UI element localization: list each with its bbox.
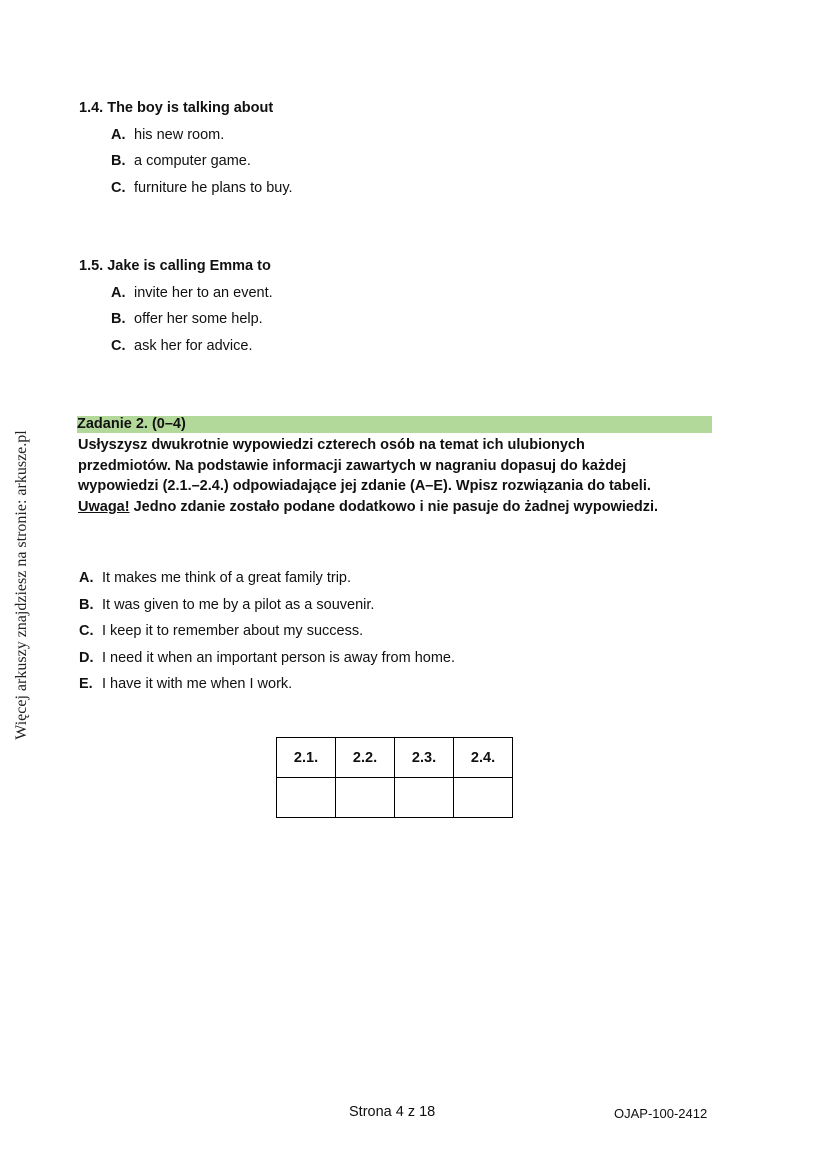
- header-cell: 2.2.: [336, 738, 395, 778]
- question-number: 1.4.: [79, 100, 104, 116]
- answer-cell[interactable]: [336, 778, 395, 818]
- option-a: [111, 122, 293, 149]
- header-cell: 2.1.: [277, 738, 336, 778]
- question-1-5: [79, 253, 273, 359]
- option-text: his new room.: [134, 126, 225, 143]
- instruction-line: przedmiotów. Na podstawie informacji zawartych w nagraniu dopasuj do każdej: [78, 457, 627, 474]
- option-letter: D.: [79, 649, 94, 666]
- option-b: [111, 306, 273, 333]
- option-b: [111, 148, 293, 175]
- option-letter: C.: [111, 179, 126, 196]
- option-text: I have it with me when I work.: [102, 676, 293, 692]
- option-text: I keep it to remember about my success.: [102, 623, 364, 639]
- option-letter: B.: [79, 596, 94, 613]
- option-text: a computer game.: [134, 153, 251, 169]
- exam-code: OJAP-100-2412: [614, 1106, 708, 1121]
- answer-row: [277, 778, 513, 818]
- task-instruction: [78, 435, 728, 517]
- option-text: I need it when an important person is away from home.: [102, 649, 456, 666]
- option-letter: A.: [79, 570, 94, 586]
- question-number: 1.5.: [79, 258, 104, 274]
- answer-cell[interactable]: [277, 778, 336, 818]
- sidebar-watermark: Więcej arkuszy znajdziesz na stronie: arkusze.pl: [13, 430, 30, 740]
- note-text: Jedno zdanie zostało podane dodatkowo i nie pasuje do żadnej wypowiedzi.: [129, 498, 659, 515]
- option-c: [79, 618, 455, 645]
- option-c: [111, 175, 293, 202]
- answer-cell[interactable]: [395, 778, 454, 818]
- option-text: It makes me think of a great family trip.: [102, 570, 352, 586]
- header-cell: 2.4.: [454, 738, 513, 778]
- note-label: Uwaga!: [78, 498, 130, 515]
- answer-cell[interactable]: [454, 778, 513, 818]
- option-letter: E.: [79, 676, 93, 692]
- option-letter: A.: [111, 284, 126, 301]
- option-letter: C.: [79, 623, 94, 639]
- task-heading: Zadanie 2. (0–4): [77, 416, 712, 433]
- option-b: [79, 592, 455, 619]
- option-text: ask her for advice.: [134, 337, 253, 354]
- option-a: [79, 565, 455, 592]
- instruction-line: wypowiedzi (2.1.–2.4.) odpowiadające jej zdanie (A–E). Wpisz rozwiązania do tabeli.: [78, 478, 651, 494]
- header-cell: 2.3.: [395, 738, 454, 778]
- option-text: invite her to an event.: [134, 284, 273, 301]
- instruction-note: [78, 497, 728, 518]
- question-1-4: [79, 95, 293, 201]
- option-c: [111, 333, 273, 360]
- option-text: offer her some help.: [134, 311, 263, 327]
- option-letter: C.: [111, 337, 126, 354]
- option-e: [79, 671, 455, 698]
- option-d: [79, 645, 455, 672]
- option-text: It was given to me by a pilot as a souvenir.: [102, 596, 375, 613]
- option-letter: A.: [111, 126, 126, 143]
- question-stem: The boy is talking about: [107, 100, 274, 116]
- option-a: [111, 280, 273, 307]
- answer-table-header: [277, 738, 513, 778]
- task2-options: [79, 565, 455, 698]
- instruction-line: Usłyszysz dwukrotnie wypowiedzi czterech osób na temat ich ulubionych: [78, 437, 585, 453]
- question-stem: Jake is calling Emma to: [107, 258, 271, 274]
- option-letter: B.: [111, 311, 126, 327]
- option-text: furniture he plans to buy.: [134, 179, 293, 196]
- page-number: Strona 4 z 18: [349, 1104, 436, 1120]
- answer-table: [276, 737, 513, 818]
- option-letter: B.: [111, 153, 126, 169]
